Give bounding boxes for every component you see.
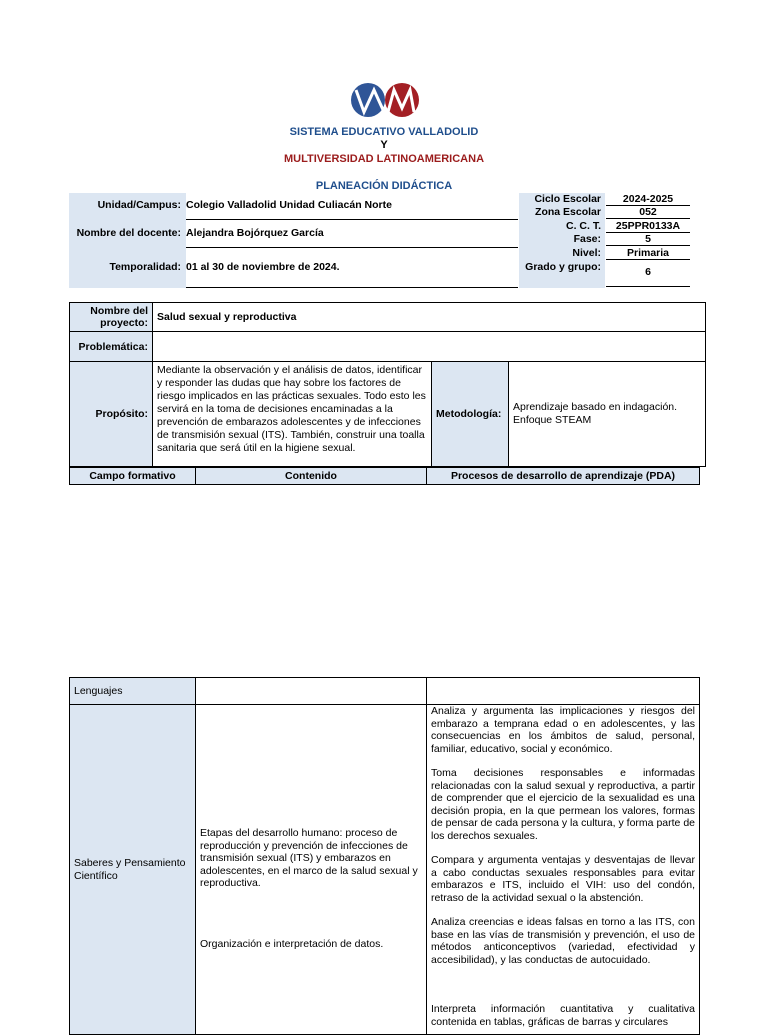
fase-label: Fase:	[573, 233, 601, 245]
columns-header	[69, 467, 700, 485]
docente-value: Alejandra Bojórquez García	[186, 227, 518, 248]
grado-label: Grado y grupo:	[525, 261, 601, 273]
docente-label: Nombre del docente:	[76, 227, 181, 239]
lenguajes-contenido	[196, 678, 427, 705]
unidad-value: Colegio Valladolid Unidad Culiacán Norte	[186, 199, 518, 220]
header-line3: MULTIVERSIDAD LATINOAMERICANA	[283, 153, 485, 165]
cct-label: C. C. T.	[565, 220, 601, 232]
document-title: PLANEACIÓN DIDÁCTICA	[315, 180, 453, 192]
unidad-label: Unidad/Campus:	[97, 199, 181, 211]
ciclo-label: Ciclo Escolar	[534, 193, 601, 205]
ciclo-value: 2024-2025	[606, 193, 690, 206]
contenido-item-2: Organización e interpretación de datos.	[200, 937, 384, 950]
pda-item-1: Analiza y argumenta las implicaciones y riesgos del embarazo a temprana edad o en adolescentes, y las consecuencias en los ámbitos de salud, personal, familiar, educativo, social y económico.	[431, 705, 695, 755]
pda-item-5: Interpreta información cuantitativa y cualitativa contenida en tablas, gráficas de barras y circulares	[431, 1003, 695, 1028]
pda-item-2: Toma decisiones responsables e informadas relacionadas con la salud sexual y reproductiva, a partir de comprender que el ejercicio de la sexualidad es una decisión propia, en la que permean los valores, formas de pensar de cada persona y la cultura, y forma parte de los derechos sexuales.	[431, 767, 695, 842]
proposito-label: Propósito:	[70, 362, 153, 467]
project-name-label: Nombre del proyecto:	[70, 303, 153, 332]
saberes-pda	[427, 705, 700, 1035]
proposito-value: Mediante la observación y el análisis de datos, identificar y responder las dudas que hay sobre los factores de riesgo implicados en las prácticas sexuales. Todo esto les servirá en la toma de decisiones encaminadas a la prevención de embarazos adolescentes y de infecciones de transmisión sexual (ITS). También, construir una toalla sanitaria que será útil en la higiene sexual.	[153, 362, 432, 467]
saberes-contenido	[196, 705, 427, 1035]
fase-value: 5	[606, 233, 690, 246]
project-name-value: Salud sexual y reproductiva	[153, 303, 706, 332]
zona-label: Zona Escolar	[535, 206, 601, 218]
metodologia-line2: Enfoque STEAM	[513, 414, 592, 426]
problematica-value	[153, 332, 706, 362]
metodologia-line1: Aprendizaje basado en indagación.	[513, 401, 678, 413]
content-table	[69, 677, 700, 1035]
pda-item-4: Analiza creencias e ideas falsas en torno a las ITS, con base en las vías de transmisión y prevención, el uso de métodos anticonceptivos (variedad, efectividad y accesibilidad), y las conductas de autocuidado.	[431, 916, 695, 966]
temporalidad-value: 01 al 30 de noviembre de 2024.	[186, 261, 518, 288]
header-line2: Y	[380, 139, 388, 151]
metodologia-value	[509, 362, 706, 467]
contenido-item-1: Etapas del desarrollo humano: proceso de reproducción y prevención de infecciones de transmisión sexual (ITS) y embarazos en adolescentes, en el marco de la salud sexual y reproductiva.	[200, 827, 418, 889]
header-line1: SISTEMA EDUCATIVO VALLADOLID	[289, 126, 479, 138]
zona-value: 052	[606, 206, 690, 219]
temporalidad-label: Temporalidad:	[109, 261, 181, 273]
grado-value: 6	[606, 266, 690, 287]
pda-item-3: Compara y argumenta ventajas y desventajas de llevar a cabo conductas sexuales responsables para evitar embarazos e ITS, incluido el VIH: uso del condón, retraso de la actividad sexual o la abstención.	[431, 854, 695, 904]
nivel-value: Primaria	[606, 247, 690, 260]
project-table	[69, 302, 706, 467]
problematica-label: Problemática:	[70, 332, 153, 362]
lenguajes-pda	[427, 678, 700, 705]
nivel-label: Nivel:	[572, 247, 601, 259]
cct-value: 25PPR0133A	[606, 220, 690, 233]
saberes-cell: Saberes y Pensamiento Científico	[70, 705, 196, 1035]
metodologia-label: Metodología:	[432, 362, 509, 467]
institution-logo	[348, 80, 422, 120]
campo-header: Campo formativo	[70, 468, 196, 485]
contenido-header: Contenido	[196, 468, 427, 485]
lenguajes-cell: Lenguajes	[70, 678, 196, 705]
pda-header: Procesos de desarrollo de aprendizaje (PDA)	[427, 468, 700, 485]
